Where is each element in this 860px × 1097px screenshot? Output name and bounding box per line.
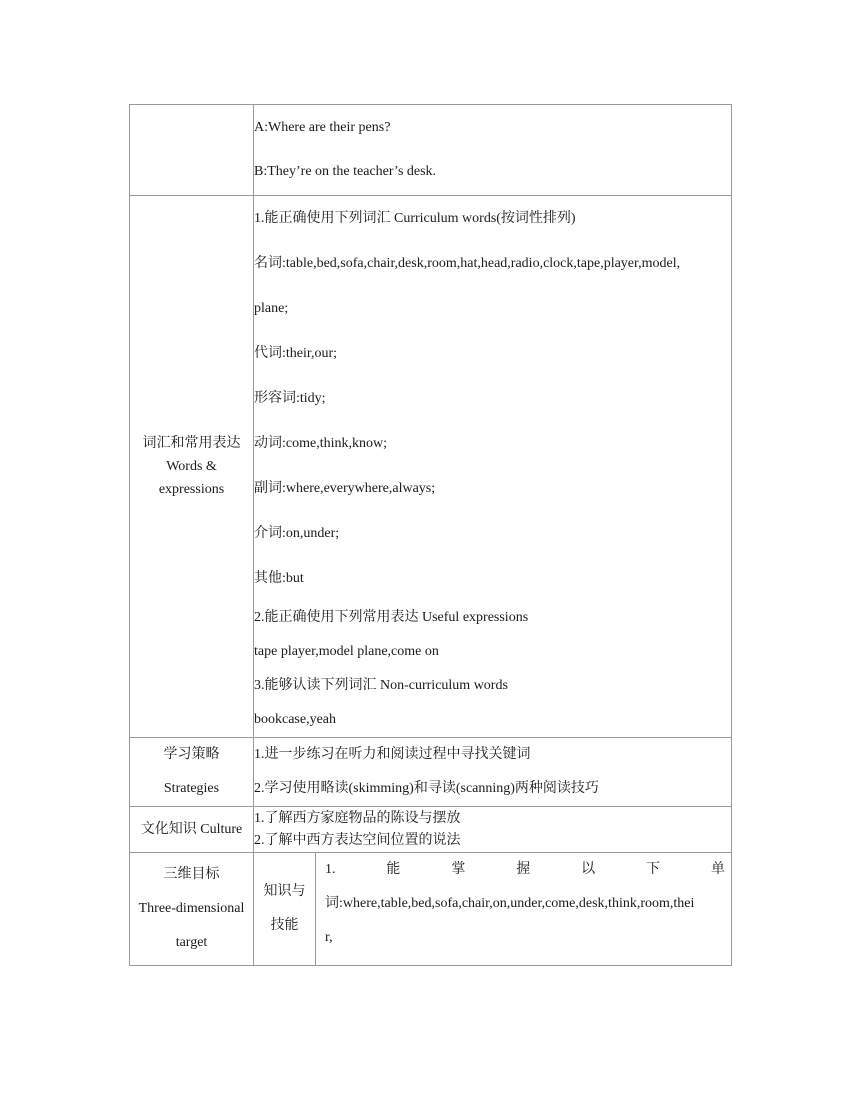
skills-justified-line — [325, 853, 725, 887]
skills-word: 1. — [325, 862, 336, 877]
skills-word: 能 — [386, 862, 401, 877]
table-row-strategies — [130, 738, 732, 807]
skills-word: 掌 — [451, 862, 466, 877]
skills-line: 词:where,table,bed,sofa,chair,on,under,come,desk,think,room,thei — [325, 896, 695, 911]
words-line: 介词:on,under; — [254, 526, 340, 541]
culture-label: 文化知识 Culture — [140, 821, 243, 837]
skills-word: 下 — [646, 862, 661, 877]
table-row-target — [130, 853, 732, 966]
strategies-line: 2.学习使用略读(skimming)和寻读(scanning)两种阅读技巧 — [254, 781, 599, 796]
expressions-line: 3.能够认读下列词汇 Non-curriculum words — [254, 678, 508, 693]
target-label-en-2: target — [175, 935, 208, 950]
table-row-culture — [130, 807, 732, 853]
skills-sublabel-1: 知识与 — [263, 884, 306, 899]
expressions-line: bookcase,yeah — [254, 712, 337, 727]
words-line: 形容词:tidy; — [254, 391, 326, 406]
dialogue-line-a: A:Where are their pens? — [254, 120, 391, 135]
words-label-en-2: expressions — [158, 482, 225, 497]
lesson-plan-table — [129, 104, 732, 966]
skills-word: 握 — [516, 862, 531, 877]
words-line: 代词:their,our; — [254, 346, 338, 361]
target-label-en-1: Three-dimensional — [138, 901, 245, 916]
dialogue-cell — [254, 105, 732, 196]
skills-sublabel-2: 技能 — [270, 918, 299, 933]
table-row-words — [130, 196, 732, 738]
strategies-label-cn: 学习策略 — [163, 747, 220, 762]
skills-word: 单 — [710, 862, 725, 877]
culture-content-cell — [254, 807, 732, 853]
strategies-line: 1.进一步练习在听力和阅读过程中寻找关键词 — [254, 747, 531, 762]
expressions-line: 2.能正确使用下列常用表达 Useful expressions — [254, 610, 529, 625]
table-row-dialogue — [130, 105, 732, 196]
words-line: 其他:but — [254, 571, 304, 586]
culture-line: 1.了解西方家庭物品的陈设与摆放 — [254, 810, 461, 826]
strategies-label-en: Strategies — [163, 781, 220, 796]
skills-content-cell — [316, 853, 732, 966]
skills-line: r, — [325, 930, 333, 945]
words-label-en-1: Words & — [166, 459, 217, 474]
strategies-label-cell — [130, 738, 254, 807]
words-line: 名词:table,bed,sofa,chair,desk,room,hat,head,radio,clock,tape,player,model, — [254, 256, 681, 271]
words-line: plane; — [254, 301, 289, 316]
words-label-cn: 词汇和常用表达 — [142, 436, 241, 451]
words-line: 1.能正确使用下列词汇 Curriculum words(按词性排列) — [254, 211, 576, 226]
strategies-content-cell — [254, 738, 732, 807]
expressions-line: tape player,model plane,come on — [254, 644, 439, 659]
target-label-cn: 三维目标 — [163, 867, 220, 882]
words-line: 动词:come,think,know; — [254, 436, 387, 451]
words-line: 副词:where,everywhere,always; — [254, 481, 436, 496]
target-label-cell — [130, 853, 254, 966]
culture-label-cell — [130, 807, 254, 853]
dialogue-line-b: B:They’re on the teacher’s desk. — [254, 164, 437, 179]
empty-label-cell — [130, 105, 254, 196]
skills-sublabel-cell — [254, 853, 316, 966]
skills-word: 以 — [581, 862, 596, 877]
culture-line: 2.了解中西方表达空间位置的说法 — [254, 832, 461, 848]
words-content-cell — [254, 196, 732, 738]
words-label-cell — [130, 196, 254, 738]
